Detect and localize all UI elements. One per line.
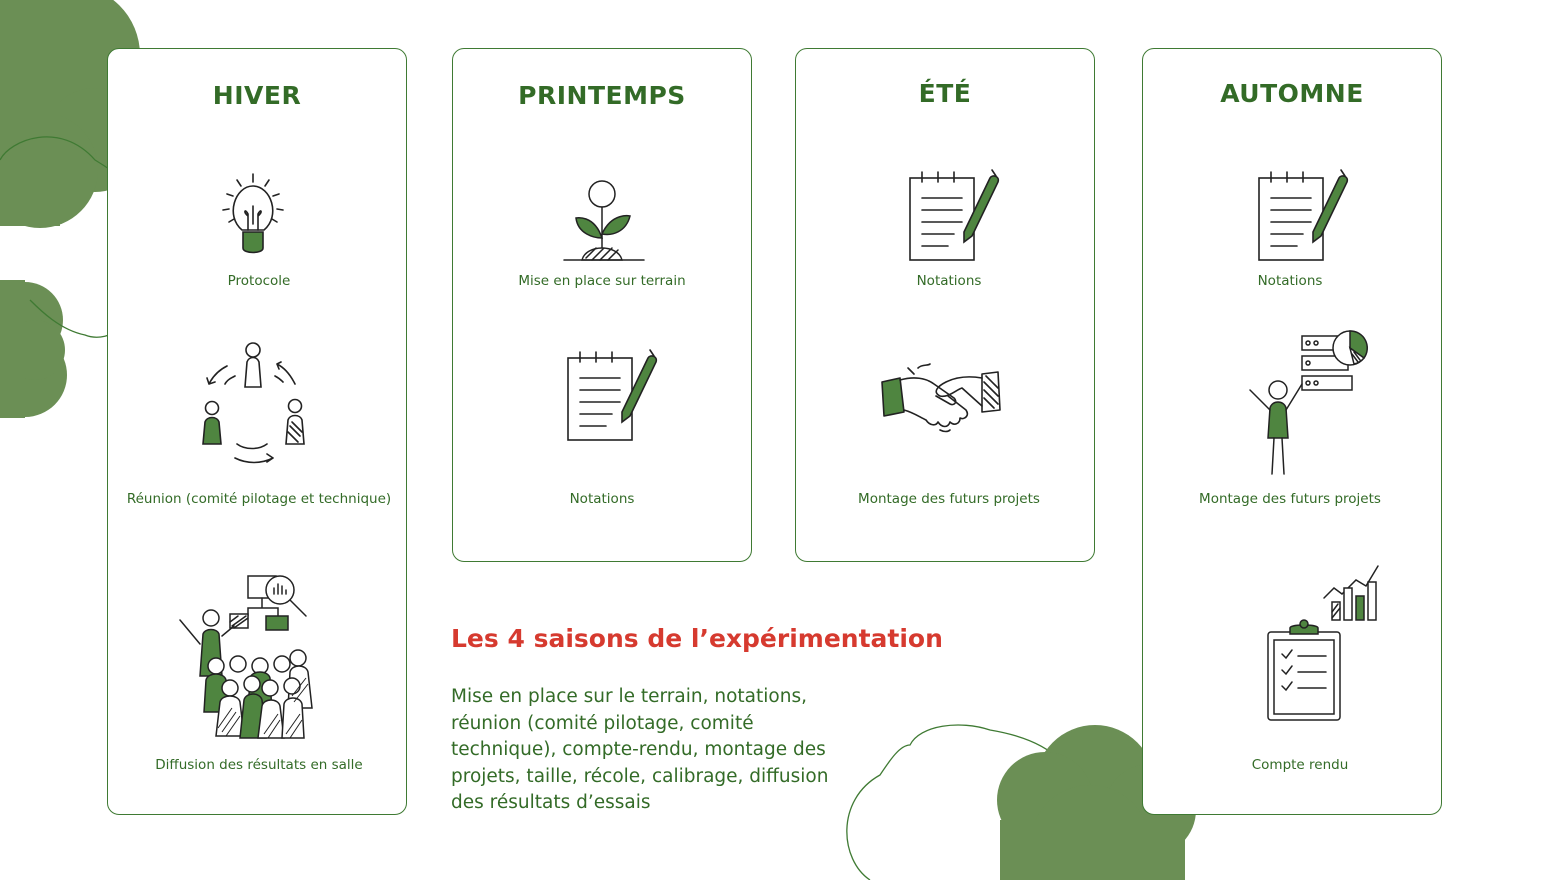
meeting-icon xyxy=(195,340,315,468)
sprout-icon xyxy=(560,178,650,264)
item-label: Compte rendu xyxy=(1251,757,1349,773)
item-label: Protocole xyxy=(227,273,291,289)
description-text: Mise en place sur le terrain, notations, réunion (comité pilotage, comité technique), compte-rendu, montage des projets, taille, récole, calibrage, diffusion des résultats d’essais xyxy=(451,686,829,813)
item-label: Montage des futurs projets xyxy=(858,491,1040,507)
season-card-spring xyxy=(452,48,752,562)
season-title: PRINTEMPS xyxy=(518,81,686,110)
notepad-pen-icon xyxy=(904,168,1004,264)
item-label: Réunion (comité pilotage et technique) xyxy=(126,491,392,507)
notepad-pen-icon xyxy=(1253,168,1353,264)
notepad-pen-icon xyxy=(562,348,662,444)
item-label: Notations xyxy=(569,491,635,507)
person-data-icon xyxy=(1244,328,1374,478)
handshake-icon xyxy=(878,360,1004,434)
item-label: Notations xyxy=(1257,273,1323,289)
presentation-audience-icon xyxy=(178,572,318,742)
season-card-summer xyxy=(795,48,1095,562)
lightbulb-icon xyxy=(215,172,290,257)
clipboard-checklist-icon xyxy=(1262,562,1384,724)
season-title: AUTOMNE xyxy=(1220,79,1364,108)
page-title: Les 4 saisons de l’expérimentation xyxy=(451,624,943,653)
season-title: ÉTÉ xyxy=(918,79,972,108)
item-label: Mise en place sur terrain xyxy=(518,273,686,289)
item-label: Diffusion des résultats en salle xyxy=(155,757,363,773)
season-title: HIVER xyxy=(212,81,302,110)
item-label: Notations xyxy=(916,273,982,289)
item-label: Montage des futurs projets xyxy=(1199,491,1381,507)
